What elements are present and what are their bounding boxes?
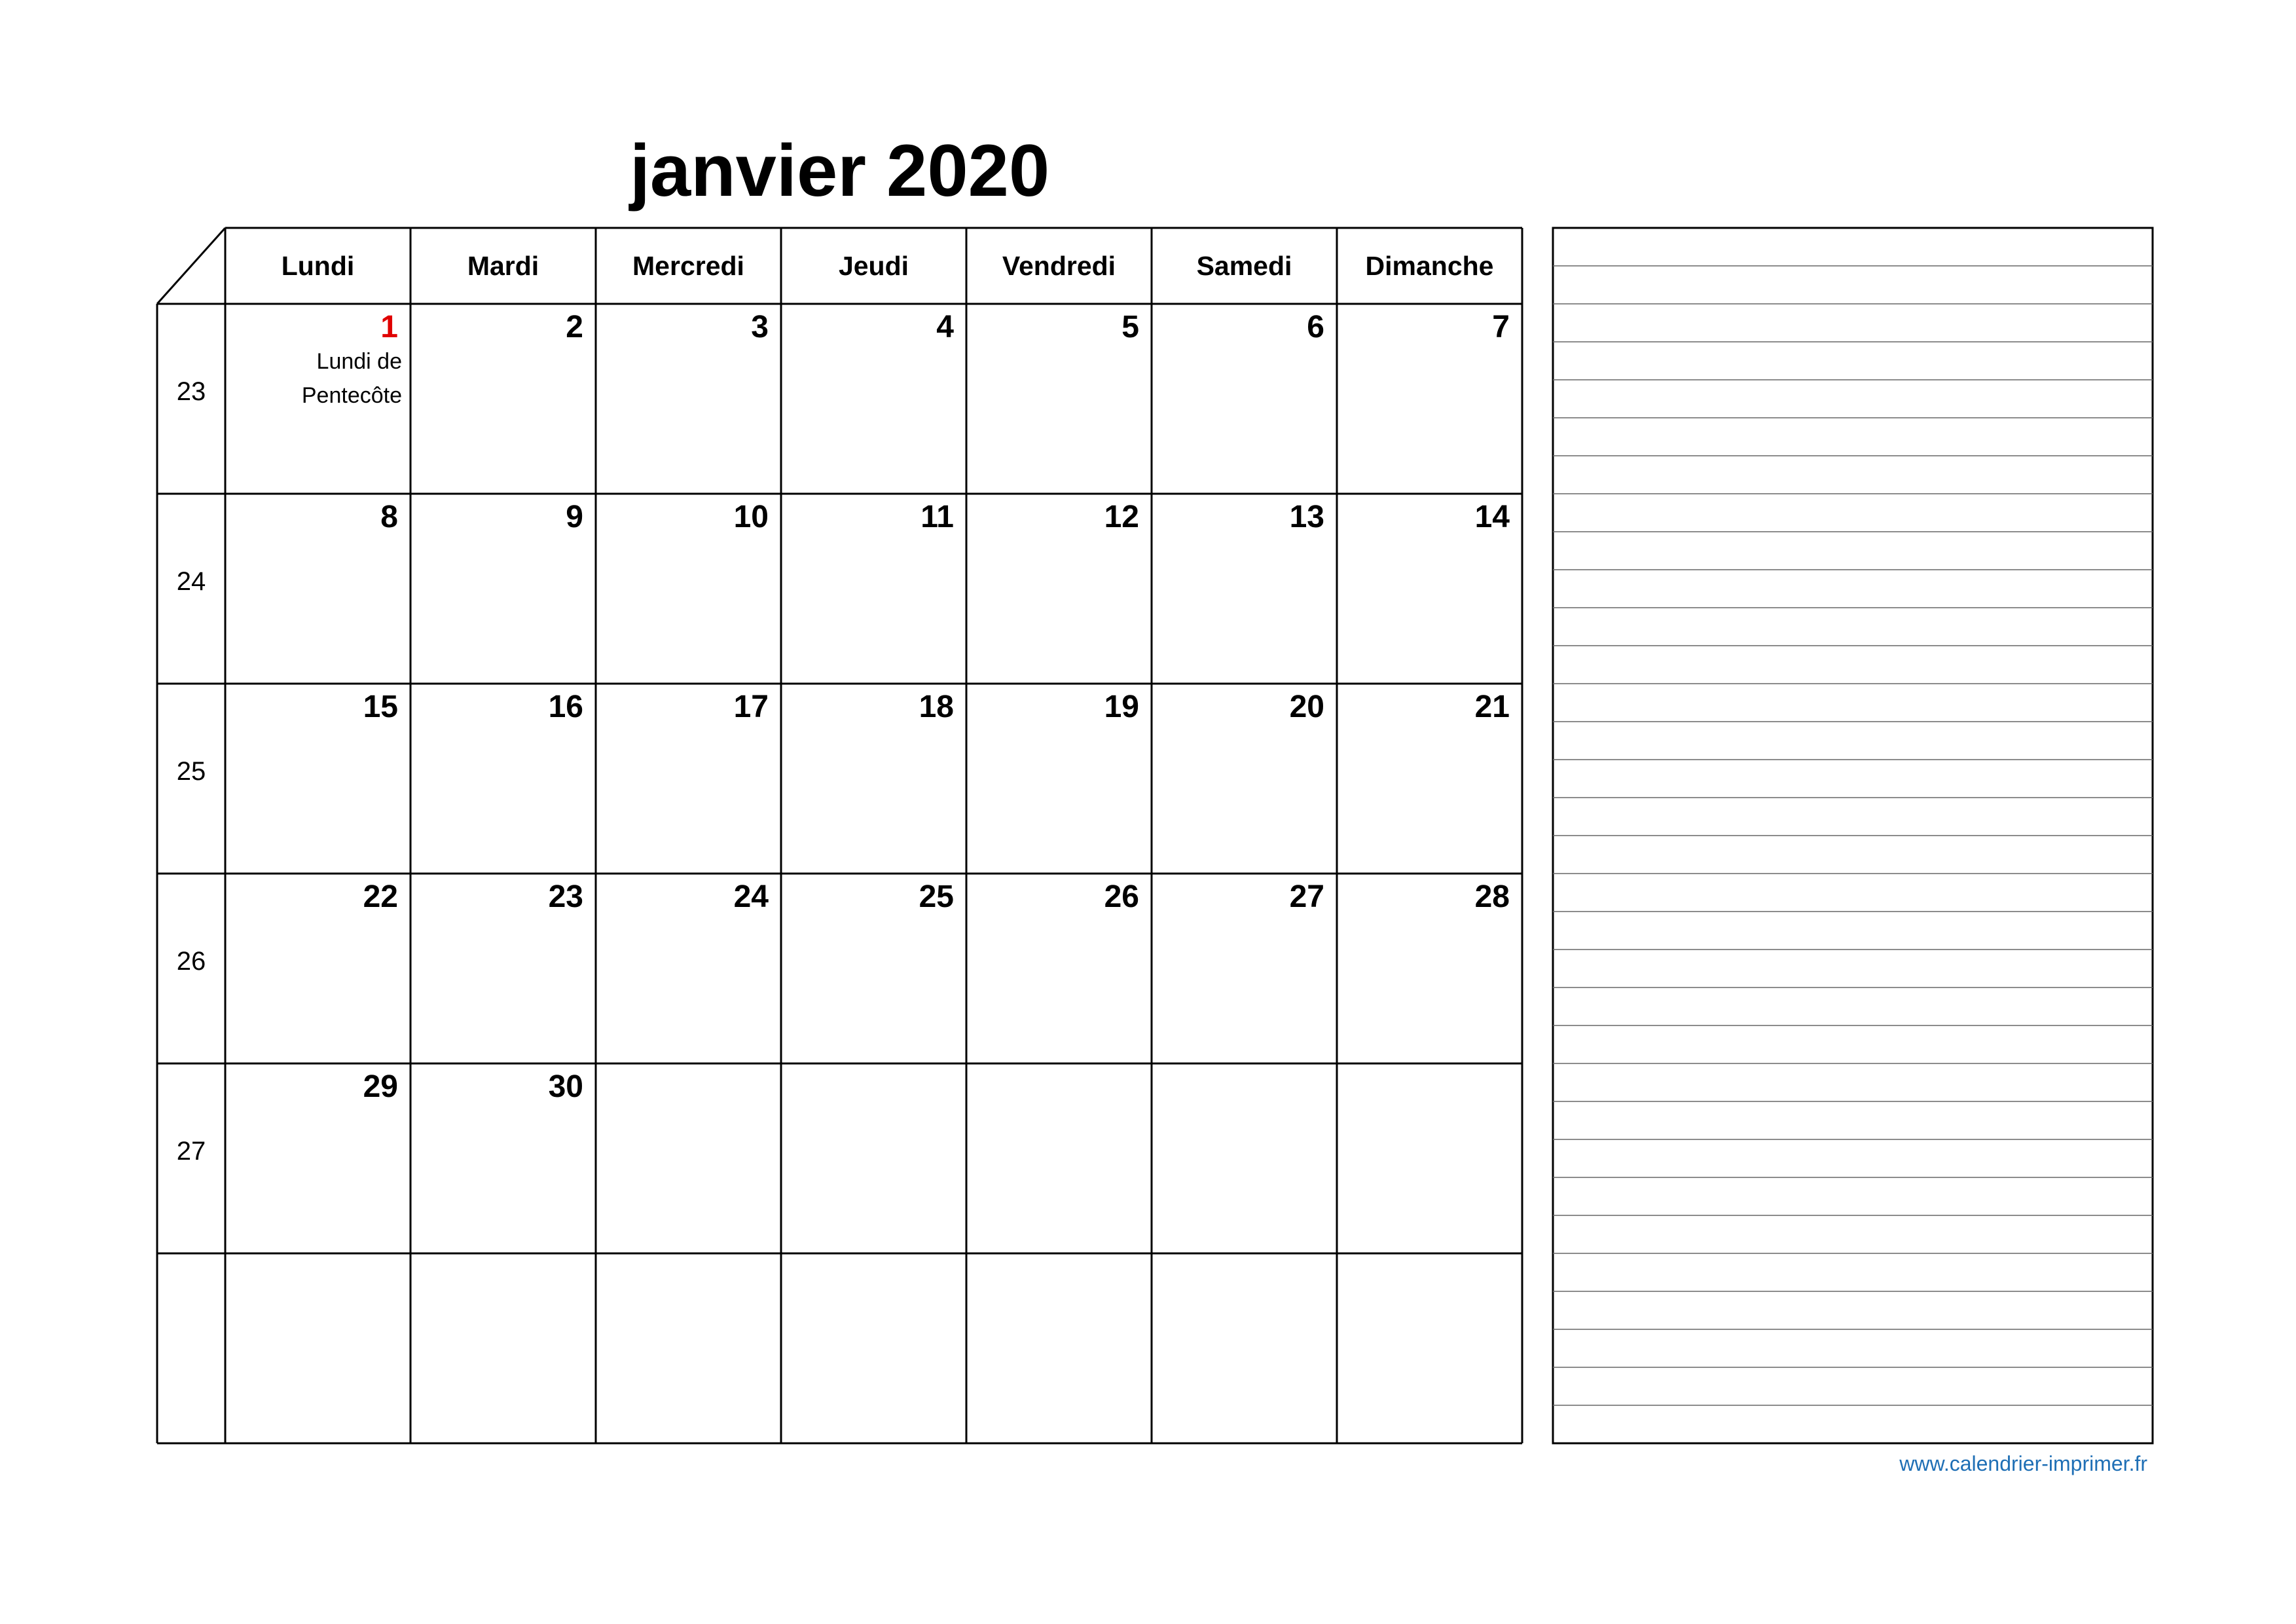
day-number[interactable]: 22 — [363, 879, 398, 914]
day-number[interactable]: 8 — [380, 500, 398, 534]
day-number[interactable]: 29 — [363, 1069, 398, 1104]
weekday-header: Dimanche — [1365, 251, 1494, 281]
day-number[interactable]: 4 — [936, 310, 954, 344]
day-number[interactable] — [966, 1257, 1139, 1297]
day-number[interactable]: 21 — [1474, 690, 1510, 724]
day-number[interactable] — [966, 1067, 1139, 1107]
day-number[interactable]: 18 — [919, 690, 954, 724]
day-number[interactable]: 2 — [566, 310, 583, 344]
week-number: 24 — [176, 567, 206, 596]
website-link[interactable]: www.calendrier-imprimer.fr — [1899, 1452, 2147, 1475]
day-number[interactable]: 28 — [1474, 879, 1510, 914]
day-number[interactable] — [1152, 1257, 1324, 1297]
day-number[interactable] — [781, 1257, 954, 1297]
day-number[interactable]: 11 — [920, 500, 954, 534]
day-number[interactable]: 19 — [1104, 690, 1139, 724]
day-number[interactable]: 7 — [1492, 310, 1510, 344]
day-number[interactable]: 13 — [1289, 500, 1324, 534]
day-number[interactable]: 12 — [1104, 500, 1139, 534]
day-number[interactable]: 9 — [566, 500, 583, 534]
week-number: 26 — [176, 947, 206, 976]
holiday-label-line: Pentecôte — [301, 383, 402, 408]
week-number: 25 — [176, 757, 206, 786]
corner-diagonal — [157, 228, 225, 304]
day-number[interactable]: 26 — [1104, 879, 1139, 914]
day-number[interactable] — [1337, 1257, 1510, 1297]
day-number[interactable]: 5 — [1121, 310, 1139, 344]
week-number — [157, 1321, 225, 1361]
day-number[interactable]: 16 — [548, 690, 583, 724]
week-number: 27 — [176, 1137, 206, 1166]
day-number[interactable] — [596, 1257, 769, 1297]
day-number[interactable]: 6 — [1307, 310, 1324, 344]
weekday-header: Samedi — [1196, 251, 1292, 281]
day-number[interactable] — [781, 1067, 954, 1107]
notes-area[interactable] — [1553, 228, 2153, 1443]
day-number[interactable] — [1152, 1067, 1324, 1107]
day-number[interactable]: 1 — [380, 310, 398, 344]
day-number[interactable]: 3 — [751, 310, 769, 344]
day-number[interactable]: 15 — [363, 690, 398, 724]
weekday-header: Lundi — [281, 251, 355, 281]
day-number[interactable] — [410, 1257, 583, 1297]
holiday-label-line: Lundi de — [316, 349, 402, 374]
day-number[interactable]: 17 — [733, 690, 769, 724]
weekday-header: Mercredi — [632, 251, 744, 281]
weekday-header: Mardi — [467, 251, 539, 281]
day-number[interactable]: 14 — [1474, 500, 1510, 534]
day-number[interactable]: 27 — [1289, 879, 1324, 914]
day-number[interactable]: 30 — [548, 1069, 583, 1104]
day-number[interactable] — [1337, 1067, 1510, 1107]
day-number[interactable] — [225, 1257, 398, 1297]
day-number[interactable]: 24 — [733, 879, 769, 914]
day-number[interactable]: 25 — [919, 879, 954, 914]
week-number: 23 — [176, 377, 206, 406]
weekday-header: Jeudi — [838, 251, 909, 281]
holiday-label — [225, 344, 402, 413]
weekday-header: Vendredi — [1002, 251, 1116, 281]
day-number[interactable] — [596, 1067, 769, 1107]
calendar-title: janvier 2020 — [629, 130, 1050, 212]
day-number[interactable]: 23 — [548, 879, 583, 914]
day-number[interactable]: 20 — [1289, 690, 1324, 724]
day-number[interactable]: 10 — [733, 500, 769, 534]
